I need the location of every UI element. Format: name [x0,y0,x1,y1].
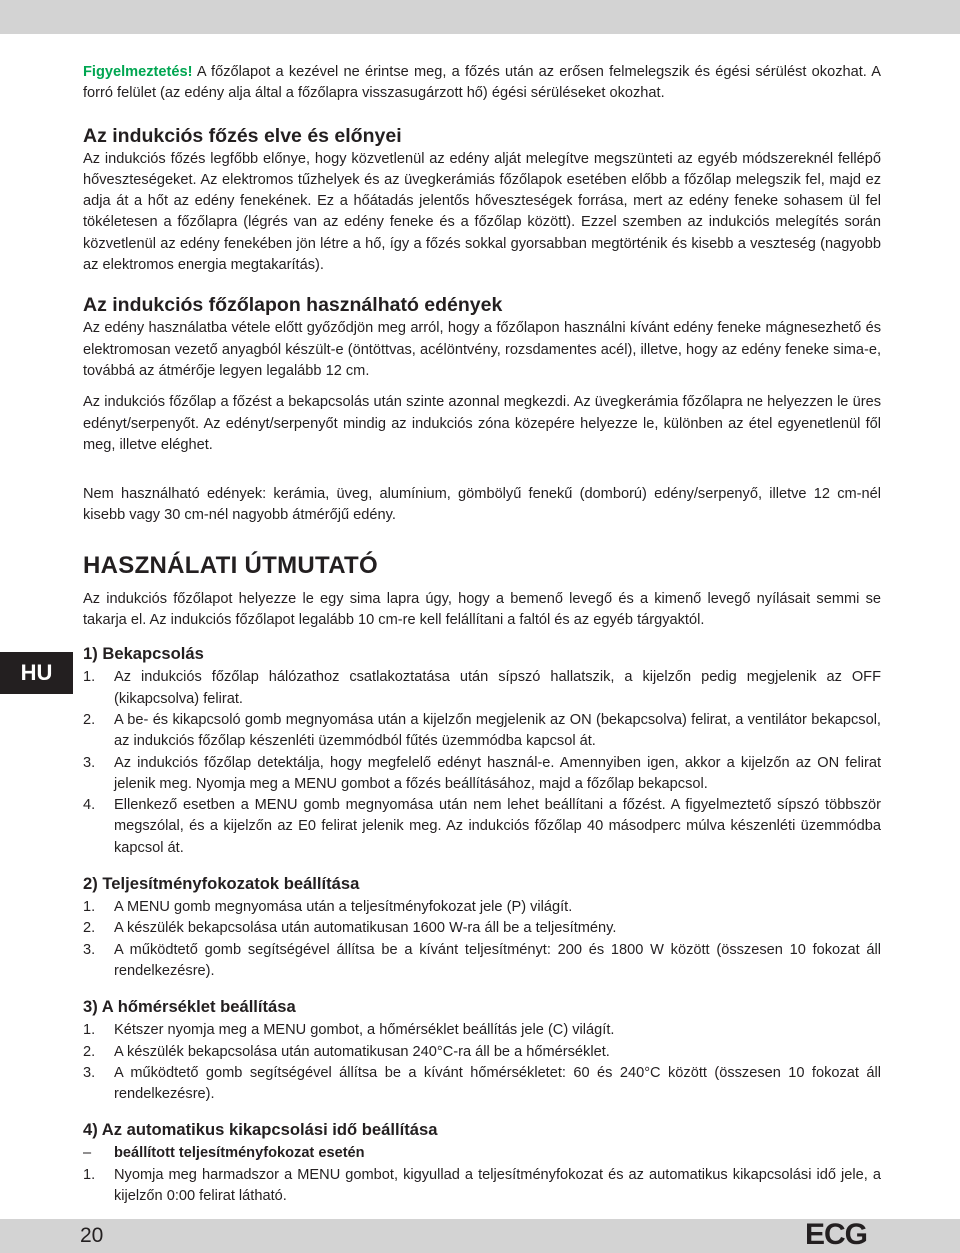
list-number: 1. [83,899,96,916]
language-tab: HU [0,652,73,694]
list-text: Kétszer nyomja meg a MENU gombot, a hőmérséklet beállítás jele (C) világít. [114,1022,615,1039]
list-item [83,1063,881,1106]
list-text: A készülék bekapcsolása után automatikusan 1600 W-ra áll be a teljesítmény. [114,920,617,937]
list-item [83,1165,881,1208]
section-1-heading: 1) Bekapcsolás [83,644,204,664]
list-item [83,1042,881,1063]
list-number: 3. [83,941,96,958]
list-item [83,667,881,710]
section-3-list [83,1020,881,1105]
list-number: 4. [83,797,96,814]
list-number: 3. [83,1064,96,1081]
section-4-subheading [83,1143,881,1164]
list-number: 2. [83,1043,96,1060]
subheading-text: beállított teljesítményfokozat esetén [114,1145,365,1162]
list-item [83,1020,881,1041]
list-number: 2. [83,711,96,728]
list-item [83,795,881,859]
list-text: Az indukciós főzőlap detektálja, hogy megfelelő edényt használ-e. Amennyiben igen, akkor a kijelzőn az ON felirat jelenik meg. Nyomja meg a MENU gombot a főzés beállításához, majd a főzőlap bekapcsol. [114,754,881,792]
list-text: A készülék bekapcsolása után automatikusan 240°C-ra áll be a hőmérséklet. [114,1043,610,1060]
list-item [83,753,881,796]
list-number: 1. [83,1166,96,1183]
warning-label: Figyelmeztetés! [83,64,193,80]
header-bar [0,0,960,34]
list-item [83,897,881,918]
section-4-list [83,1165,881,1208]
list-text: A működtető gomb segítségével állítsa be a kívánt teljesítményt: 200 és 1800 W között (összesen 10 fokozat áll rendelkezésre). [114,941,881,979]
cookware-paragraph-2: Az indukciós főzőlap a főzést a bekapcsolás után szinte azonnal megkezdi. Az üvegkerámia főzőlapra ne helyezzen le üres edényt/serpenyőt. Az edényt/serpenyőt mindig az indukciós zóna közepére helyezze le, különben az étel egyenetlenül fől meg, illetve eléghet. [83,394,881,453]
list-number: 1. [83,1022,96,1039]
list-text: A MENU gomb megnyomása után a teljesítményfokozat jele (P) világít. [114,899,573,916]
manual-heading: HASZNÁLATI ÚTMUTATÓ [83,551,378,579]
principle-paragraph: Az indukciós főzés legfőbb előnye, hogy közvetlenül az edény alját melegítve megszünteti az egyéb módszereknél fellépő hőveszteségeket. Az elektromos tűzhelyek és az üvegkerámiás főzőlapok esetében előbb a főzőlap melegszik fel, majd ez adja át a hőt az edény fenekének. Ez a hőátadás jelentős hőveszteségek forrása, mert az edény feneke sohasem ül fel tökéletesen a főzőlapra (légrés van az edény feneke és a főzőlap között). Ezzel szemben az indukciós melegítés során közvetlenül az edény fenekében jön létre a hő, így a főzés sokkal gyorsabban megtörténik és kisebb a veszteség (nagyobb az elektromos energia megtakarítás). [83,150,881,274]
section-1-list [83,667,881,859]
page-number: 20 [80,1224,104,1247]
warning-text: A főzőlapot a kezével ne érintse meg, a főzés után az erősen felmelegszik és égési sérülést okozhat. A forró felület (az edény alja által a főzőlapra visszasugárzott hő) égési sérüléseket okozhat. [83,64,881,102]
list-text: Az indukciós főzőlap hálózathoz csatlakoztatása után sípszó hallatszik, a kijelzőn pedig megjelenik az OFF (kikapcsolva) felirat. [114,669,881,707]
list-number: 1. [83,669,96,686]
list-text: A működtető gomb segítségével állítsa be a kívánt hőmérsékletet: 60 és 240°C között (összesen 10 fokozat áll rendelkezésre). [114,1064,881,1103]
list-item [83,710,881,753]
principle-heading: Az indukciós főzés elve és előnyei [83,124,402,147]
warning-paragraph [83,62,881,105]
section-2-list [83,897,881,982]
list-number: 3. [83,754,96,771]
list-number: 2. [83,920,96,937]
section-3-heading: 3) A hőmérséklet beállítása [83,997,296,1017]
manual-intro: Az indukciós főzőlapot helyezze le egy sima lapra úgy, hogy a bemenő levegő és a kimenő levegő nyílásait semmi se takarja el. Az indukciós főzőlapot legalább 10 cm-re kell felállítani a faltól és az egyéb tárgyaktól. [83,590,881,629]
list-item [83,940,881,983]
cookware-heading: Az indukciós főzőlapon használható edények [83,294,503,317]
cookware-paragraph-1: Az edény használatba vétele előtt győződjön meg arról, hogy a főzőlapon használni kívánt edény feneke mágnesezhető és elektromosan vezető anyagból készült-e (öntöttvas, acélöntvény, rozsdamentes acél), illetve, hogy az edény feneke sima-e, továbbá az átmérője legyen legalább 12 cm. [83,320,881,379]
brand-logo: ECG [805,1218,868,1251]
list-item [83,918,881,939]
section-4-heading: 4) Az automatikus kikapcsolási idő beállítása [83,1120,438,1140]
list-text: A be- és kikapcsoló gomb megnyomása után a kijelzőn megjelenik az ON (bekapcsolva) felirat, a ventilátor bekapcsol, az indukciós főzőlap készenléti üzemmódból fűtés üzemmódba kapcsol át. [114,711,881,750]
dash-marker: – [83,1145,92,1162]
section-2-heading: 2) Teljesítményfokozatok beállítása [83,874,360,894]
list-text: Ellenkező esetben a MENU gomb megnyomása után nem lehet beállítani a főzést. A figyelmeztető sípszó többször megszólal, és a kijelzőn az E0 felirat jelenik meg. Az indukciós főzőlap 40 másodperc múlva készenléti üzemmódba kapcsol át. [114,797,881,856]
cookware-paragraph-3: Nem használható edények: kerámia, üveg, alumínium, gömbölyű fenekű (domború) edény/serpenyő, illetve 12 cm-nél kisebb vagy 30 cm-nél nagyobb átmérőjű edény. [83,486,881,524]
page-content [83,62,881,1207]
list-text: Nyomja meg harmadszor a MENU gombot, kigyullad a teljesítményfokozat és az automatikus kikapcsolási idő jele, a kijelzőn 0:00 felirat látható. [114,1166,881,1204]
